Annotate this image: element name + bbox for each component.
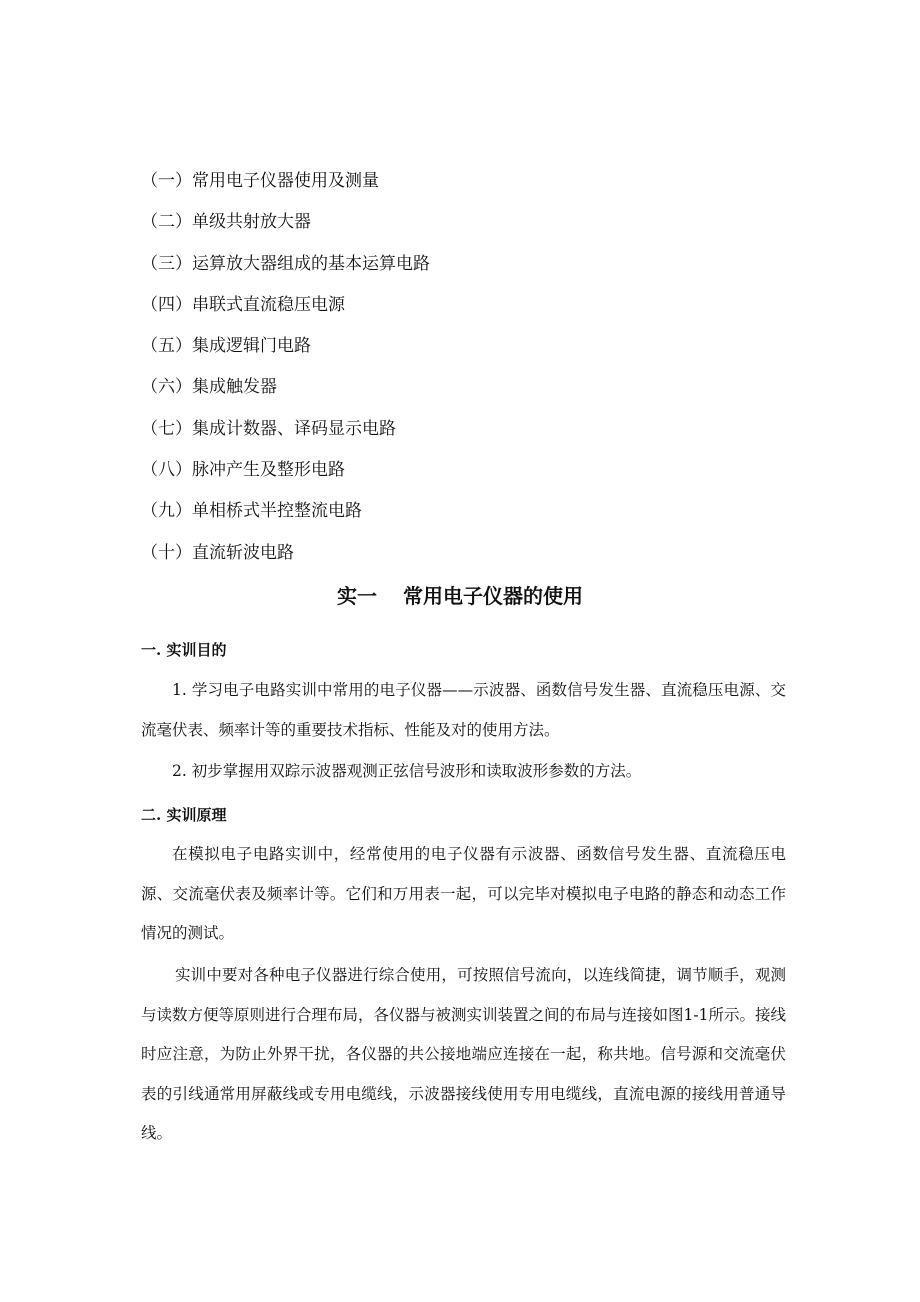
experiment-list-item: （六）集成触发器 [141,377,277,398]
experiment-list-item: （七）集成计数器、译码显示电路 [141,418,396,439]
experiment-list-item: （三）运算放大器组成的基本运算电路 [141,253,430,274]
experiment-list-item: （九）单相桥式半控整流电路 [141,501,362,522]
experiment-list [141,166,430,579]
experiment-list-item: （十）直流斩波电路 [141,542,294,563]
purpose-item-2: 2. 初步掌握用双踪示波器观测正弦信号波形和读取波形参数的方法。 [172,762,642,780]
experiment-list-item: （一）常用电子仪器使用及测量 [141,171,379,191]
heading-purpose: 一. 实训目的 [141,641,227,659]
section-title [0,581,920,611]
experiment-list-item: （五）集成逻辑门电路 [141,336,311,357]
section-title-text: 常用电子仪器的使用 [403,584,583,608]
principle-paragraph-2: 实训中要对各种电子仪器进行综合使用，可按照信号流向，以连线简捷，调节顺手，观测与读数方便等原则进行合理布局，各仪器与被测实训装置之间的布局与连接如图1-1所示。接线时应注意，为防止外界干扰，各仪器的共公接地端应连接在一起，称共地。信号源和交流毫伏表的引线通常用屏蔽线或专用电缆线，示波器接线使用专用电缆线，直流电源的接线用普通导线。 [141,966,786,1142]
section-title-prefix: 实一 [337,584,377,608]
experiment-list-item: （八）脉冲产生及整形电路 [141,460,345,481]
experiment-list-item: （四）串联式直流稳压电源 [141,294,345,315]
purpose-item-1: 1. 学习电子电路实训中常用的电子仪器——示波器、函数信号发生器、直流稳压电源、交流毫伏表、频率计等的重要技术指标、性能及对的使用方法。 [141,681,786,739]
heading-principle: 二. 实训原理 [141,806,227,824]
experiment-list-item: （二）单级共射放大器 [141,212,311,233]
principle-paragraph-1: 在模拟电子电路实训中，经常使用的电子仪器有示波器、函数信号发生器、直流稳压电源、交流毫伏表及频率计等。它们和万用表一起，可以完毕对模拟电子电路的静态和动态工作情况的测试。 [141,845,786,942]
